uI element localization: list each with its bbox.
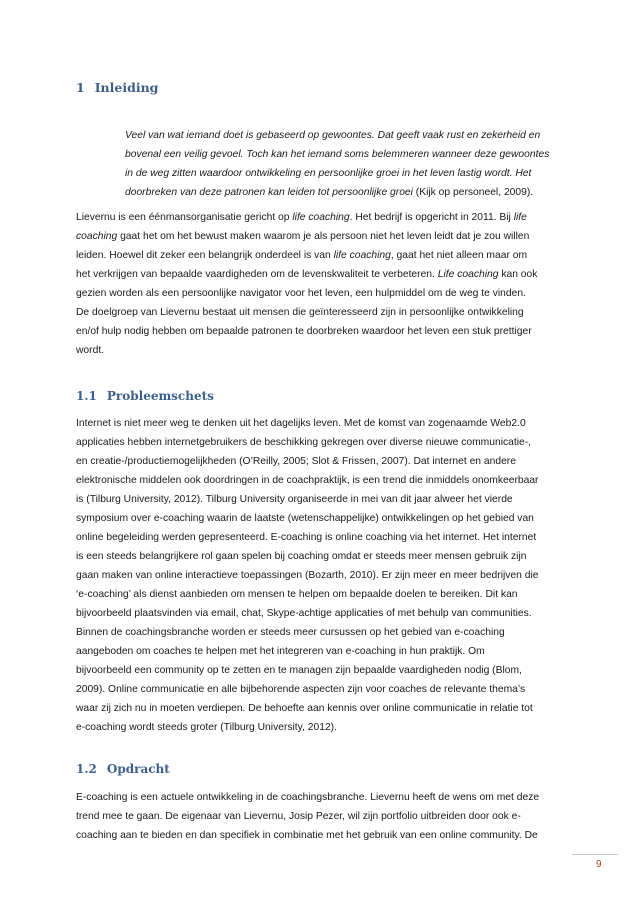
quote-line: Veel van wat iemand doet is gebaseerd op gewoontes. Dat geeft vaak rust en zekerheid en: [125, 130, 541, 141]
emphasis-run: coaching: [76, 231, 118, 242]
paragraph-line: waar zij zich nu in moeten verdiepen. De behoefte aan kennis over online communicatie in relatie tot: [76, 703, 533, 714]
paragraph-line: en creatie-/productiemogelijkheden (O’Reilly, 2005; Slot & Frissen, 2007). Dat internet en andere: [76, 456, 516, 467]
paragraph-line: ‘e-coaching’ als dienst aanbieden om mensen te helpen om bepaalde doelen te bereiken. Dit kan: [76, 589, 518, 600]
paragraph-line: wordt.: [76, 345, 105, 356]
text-run: . Het bedrijf is opgericht in 2011. Bij: [349, 212, 514, 223]
emphasis-run: Life coaching: [437, 269, 499, 280]
paragraph-line: [76, 288, 526, 300]
text-run: , gaat het niet alleen maar om: [390, 250, 528, 261]
heading-number: 1.1: [76, 389, 97, 403]
quote-text: doorbreken van deze patronen kan leiden tot persoonlijke groei: [125, 187, 413, 198]
paragraph-line: online begeleiding werden gepresenteerd. E-coaching is online coaching via het internet. Het internet: [76, 532, 537, 543]
paragraph-line: [76, 231, 529, 243]
paragraph-line: [76, 269, 537, 281]
quote-citation: (Kijk op personeel, 2009).: [412, 187, 534, 198]
paragraph-line: en/of hulp nodig hebben om bepaalde patronen te doorbreken waardoor het leven een stuk prettiger: [76, 326, 532, 337]
paragraph-line: E-coaching is een actuele ontwikkeling in de coachingsbranche. Lievernu heeft de wens om met deze: [76, 792, 540, 803]
paragraph-line: bijvoorbeeld plaatsvinden via email, chat, Skype-achtige applicaties of met behulp van communities.: [76, 608, 532, 619]
quote-line: [125, 187, 533, 199]
paragraph-line: symposium over e-coaching waarin de laatste (wetenschappelijke) ontwikkelingen op het gebied van: [76, 513, 534, 524]
heading-inleiding: [76, 80, 158, 95]
heading-opdracht: [76, 762, 170, 776]
emphasis-run: life coaching: [292, 212, 350, 223]
paragraph-line: e-coaching wordt steeds groter (Tilburg University, 2012).: [76, 722, 337, 733]
paragraph-line: aangeboden om coaches te helpen met het integreren van e-coaching in hun praktijk. Om: [76, 646, 485, 657]
page-number: 9: [596, 859, 602, 870]
paragraph-line: 2009). Online communicatie en alle bijbehorende aspecten zijn voor coaches de relevante thema’s: [76, 684, 526, 695]
text-run: het verkrijgen van bepaalde vaardigheden om de levenskwaliteit te verbeteren.: [76, 269, 438, 280]
page-number-rule: [572, 854, 618, 855]
paragraph-line: coaching aan te bieden en dan specifiek in combinatie met het gebruik van een online community. De: [76, 830, 538, 841]
paragraph-line: bijvoorbeeld een community op te zetten en te managen zijn bepaalde vaardigheden nodig (Blom,: [76, 665, 522, 676]
heading-number: 1: [76, 80, 85, 95]
paragraph-line: elektronische middelen ook doordringen in de coachpraktijk, is een trend die inmiddels onomkeerbaar: [76, 475, 539, 486]
heading-title: Opdracht: [106, 762, 170, 776]
text-run: gaat het om het bewust maken waarom je als persoon niet het leven leidt dat je zou willen: [117, 231, 530, 242]
paragraph-line: applicaties hebben internetgebruikers de beschikking gekregen over diverse nieuwe communicatie-,: [76, 437, 532, 448]
quote-line: bovenal een veilig gevoel. Toch kan het iemand soms belemmeren wanneer deze gewoontes: [125, 149, 550, 160]
paragraph-line: gaan maken van online interactieve toepassingen (Bozarth, 2010). Er zijn meer en meer bedrijven die: [76, 570, 539, 581]
heading-title: Probleemschets: [106, 389, 214, 403]
heading-probleemschets: [76, 389, 214, 403]
text-run: gezien worden als een persoonlijke navigator voor het leven, een hulpmiddel om de weg te vinden.: [76, 288, 526, 299]
text-run: kan ook: [498, 269, 538, 280]
paragraph-line: [76, 212, 527, 224]
heading-title: Inleiding: [94, 80, 159, 95]
paragraph-line: [76, 250, 527, 262]
emphasis-run: life: [513, 212, 527, 223]
paragraph-line: Internet is niet meer weg te denken uit het dagelijks leven. Met de komst van zogenaamde Web2.0: [76, 418, 526, 429]
paragraph-line: is (Tilburg University, 2012). Tilburg University organiseerde in mei van dit jaar alweer het vierde: [76, 494, 513, 505]
paragraph-line: trend mee te gaan. De eigenaar van Lievernu, Josip Pezer, wil zijn portfolio uitbreiden door ook e-: [76, 811, 521, 822]
heading-number: 1.2: [76, 762, 97, 776]
text-run: leiden. Hoewel dit zeker een belangrijk onderdeel is van: [76, 250, 334, 261]
text-run: Lievernu is een éénmansorganisatie gericht op: [76, 212, 293, 223]
paragraph-line: Binnen de coachingsbranche worden er steeds meer cursussen op het gebied van e-coaching: [76, 627, 505, 638]
paragraph-line: De doelgroep van Lievernu bestaat uit mensen die geïnteresseerd zijn in persoonlijke ontwikkeling: [76, 307, 524, 318]
paragraph-line: is een steeds belangrijkere rol gaan spelen bij coaching omdat er steeds meer mensen gebruik zijn: [76, 551, 527, 562]
emphasis-run: life coaching: [333, 250, 391, 261]
quote-line: in de weg zitten waardoor ontwikkeling en persoonlijke groei in het leven lastig wordt. Het: [125, 168, 532, 179]
